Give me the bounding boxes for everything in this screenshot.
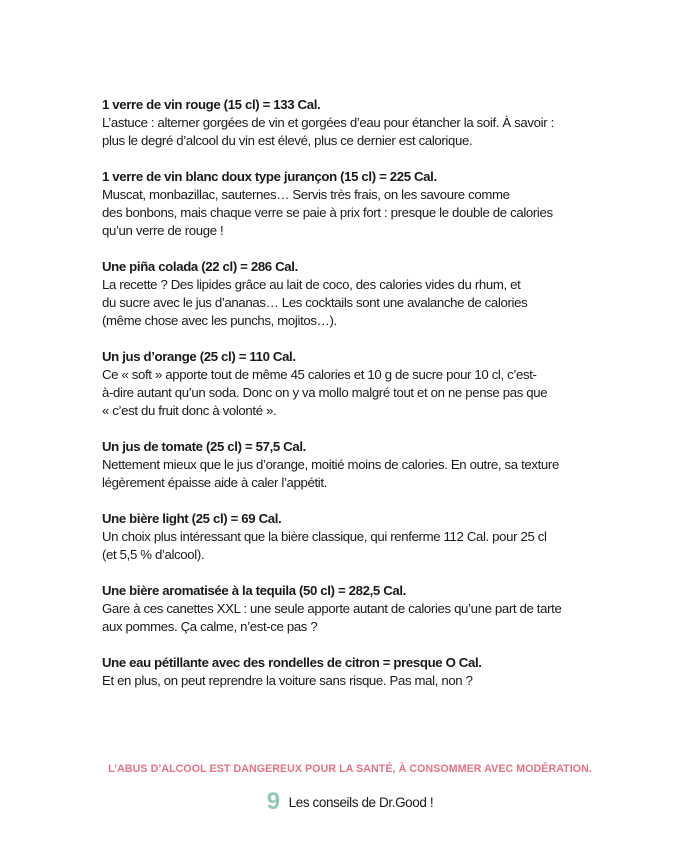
entry-red-wine — [102, 96, 622, 150]
entry-line: Ce « soft » apporte tout de même 45 calories et 10 g de sucre pour 10 cl, c’est- — [102, 367, 537, 382]
entry-line: qu’un verre de rouge ! — [102, 223, 224, 238]
entry-light-beer — [102, 510, 622, 564]
entry-line: légèrement épaisse aide à caler l’appétit. — [102, 475, 328, 490]
entry-title: Une piña colada (22 cl) = 286 Cal. — [102, 259, 298, 274]
entry-line: Nettement mieux que le jus d’orange, moitié moins de calories. En outre, sa texture — [102, 457, 559, 472]
entry-body — [102, 528, 622, 564]
entry-tequila-beer — [102, 582, 622, 636]
entry-body — [102, 600, 622, 636]
entry-line: L’astuce : alterner gorgées de vin et gorgées d’eau pour étancher la soif. À savoir : — [102, 115, 554, 130]
entry-line: (même chose avec les punchs, mojitos…). — [102, 313, 337, 328]
entry-sparkling-water — [102, 654, 622, 690]
entry-title: Une bière light (25 cl) = 69 Cal. — [102, 511, 282, 526]
entry-line: La recette ? Des lipides grâce au lait de coco, des calories vides du rhum, et — [102, 277, 521, 292]
series-title: Les conseils de Dr.Good ! — [288, 794, 434, 810]
entry-title: Une bière aromatisée à la tequila (50 cl) = 282,5 Cal. — [102, 583, 406, 598]
entry-title: Une eau pétillante avec des rondelles de citron = presque O Cal. — [102, 655, 482, 670]
entry-line: aux pommes. Ça calme, n’est-ce pas ? — [102, 619, 318, 634]
entry-title: Un jus de tomate (25 cl) = 57,5 Cal. — [102, 439, 306, 454]
entry-sweet-white-wine — [102, 168, 622, 240]
entry-title: 1 verre de vin blanc doux type jurançon (15 cl) = 225 Cal. — [102, 169, 437, 184]
entry-line: Un choix plus intéressant que la bière classique, qui renferme 112 Cal. pour 25 cl — [102, 529, 547, 544]
entry-title: 1 verre de vin rouge (15 cl) = 133 Cal. — [102, 97, 321, 112]
page-number: 9 — [266, 788, 281, 815]
entry-body — [102, 186, 622, 240]
entry-line: Muscat, monbazillac, sauternes… Servis très frais, on les savoure comme — [102, 187, 510, 202]
entry-body — [102, 276, 622, 330]
entry-line: plus le degré d’alcool du vin est élevé, plus ce dernier est calorique. — [102, 133, 473, 148]
entry-body — [102, 456, 622, 492]
entry-body — [102, 366, 622, 420]
drink-entries — [102, 96, 622, 708]
entry-title: Un jus d’orange (25 cl) = 110 Cal. — [102, 349, 296, 364]
entry-line: des bonbons, mais chaque verre se paie à prix fort : presque le double de calories — [102, 205, 553, 220]
entry-line: à-dire autant qu’un soda. Donc on y va mollo malgré tout et on ne pense pas que — [102, 385, 548, 400]
entry-line: Gare à ces canettes XXL : une seule apporte autant de calories qu’une part de tarte — [102, 601, 562, 616]
page-footer — [0, 788, 700, 816]
entry-orange-juice — [102, 348, 622, 420]
entry-body — [102, 672, 622, 690]
entry-line: Et en plus, on peut reprendre la voiture sans risque. Pas mal, non ? — [102, 673, 473, 688]
entry-line: du sucre avec le jus d’ananas… Les cocktails sont une avalanche de calories — [102, 295, 528, 310]
entry-line: « c’est du fruit donc à volonté ». — [102, 403, 277, 418]
entry-pina-colada — [102, 258, 622, 330]
entry-tomato-juice — [102, 438, 622, 492]
entry-body — [102, 114, 622, 150]
entry-line: (et 5,5 % d’alcool). — [102, 547, 205, 562]
alcohol-warning: L’ABUS D’ALCOOL EST DANGEREUX POUR LA SANTÉ, À CONSOMMER AVEC MODÉRATION. — [108, 763, 592, 775]
